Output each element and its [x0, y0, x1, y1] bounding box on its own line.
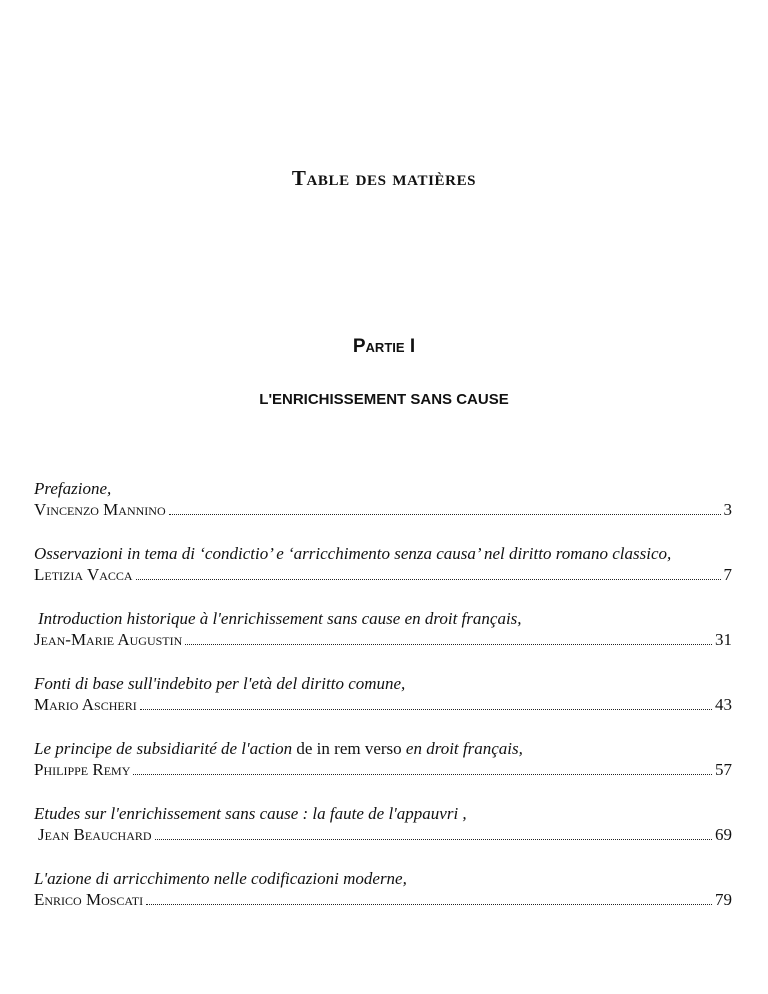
entry-title: Etudes sur l'enrichissement sans cause : la faute de l'appauvri ,: [34, 804, 467, 823]
entry-title: Prefazione,: [34, 479, 112, 498]
entry-title-part: Le principe de subsidiarité de l'action: [34, 739, 293, 758]
toc-entry: [34, 478, 732, 520]
dot-leader: [136, 579, 721, 580]
entry-page-number: 43: [715, 695, 732, 714]
entry-title-part: en droit français,: [405, 739, 523, 758]
entry-line: [34, 629, 732, 650]
part-title: Partie I: [352, 336, 416, 357]
entry-title: Introduction historique à l'enrichissement sans cause en droit français,: [38, 609, 522, 628]
entry-author: Vincenzo Mannino: [34, 500, 166, 519]
entry-title: [34, 738, 732, 759]
entry-page-number: 57: [715, 760, 732, 779]
dot-leader: [155, 839, 712, 840]
entry-author: Philippe Remy: [34, 760, 131, 779]
entry-line: [34, 499, 732, 520]
entry-author: Letizia Vacca: [34, 565, 133, 584]
entry-author: Mario Ascheri: [34, 695, 137, 714]
entry-author: Jean-Marie Augustin: [34, 630, 183, 649]
entry-author: Enrico Moscati: [34, 890, 144, 909]
entry-author: Jean Beauchard: [38, 825, 152, 844]
toc-entry: [34, 543, 732, 585]
entry-page-number: 79: [715, 890, 732, 909]
table-of-contents: [34, 478, 732, 933]
toc-entry: [34, 673, 732, 715]
page-title: Table des matières: [291, 166, 477, 190]
dot-leader: [146, 904, 712, 905]
dot-leader: [133, 774, 712, 775]
dot-leader: [169, 514, 721, 515]
part-subtitle: L'ENRICHISSEMENT SANS CAUSE: [259, 391, 509, 408]
toc-entry: [34, 608, 732, 650]
entry-title: L'azione di arricchimento nelle codificazioni moderne,: [34, 869, 407, 888]
entry-title: Fonti di base sull'indebito per l'età del diritto comune,: [34, 674, 406, 693]
entry-page-number: 7: [723, 565, 732, 584]
entry-page-number: 3: [723, 500, 732, 519]
toc-entry: [34, 803, 732, 845]
entry-line: [34, 564, 732, 585]
dot-leader: [140, 709, 712, 710]
entry-title-roman-part: de in rem verso: [292, 739, 406, 758]
entry-line: [34, 824, 732, 845]
entry-line: [34, 694, 732, 715]
toc-entry: [34, 738, 732, 780]
dot-leader: [185, 644, 712, 645]
entry-title: Osservazioni in tema di ‘condictio’ e ‘arricchimento senza causa’ nel diritto romano classico,: [34, 544, 672, 563]
entry-line: [34, 889, 732, 910]
entry-page-number: 31: [715, 630, 732, 649]
entry-line: [34, 759, 732, 780]
entry-page-number: 69: [715, 825, 732, 844]
toc-entry: [34, 868, 732, 910]
